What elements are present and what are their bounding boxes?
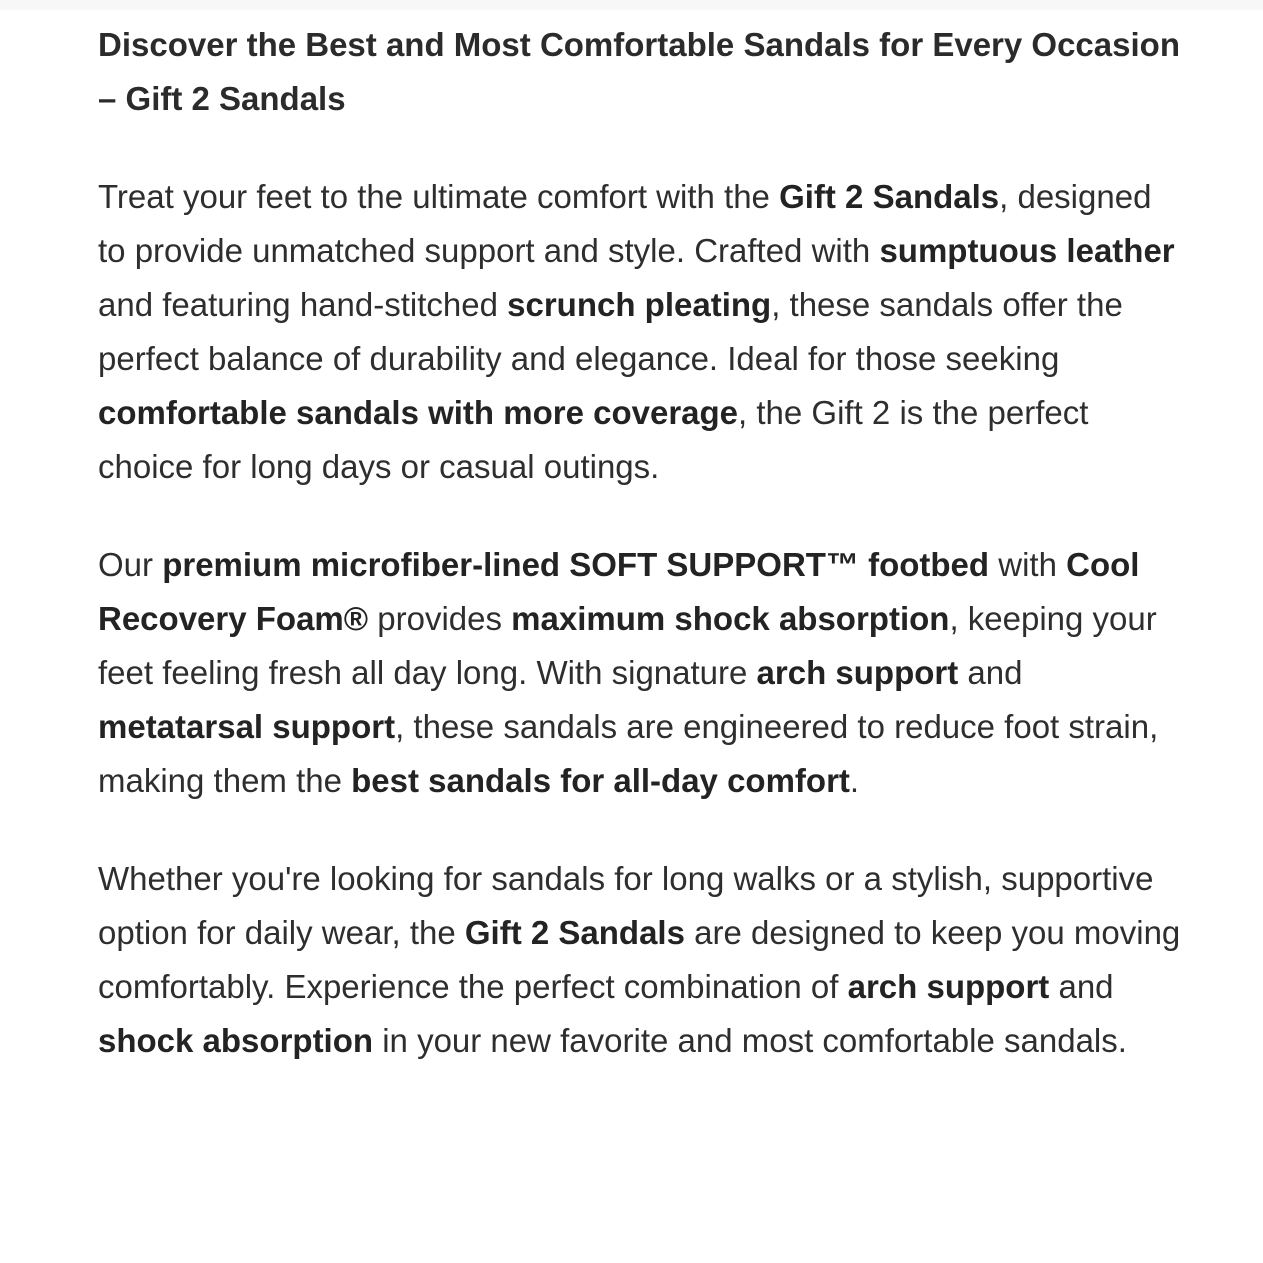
page-title: Discover the Best and Most Comfortable Sandals for Every Occasion – Gift 2 Sandals — [98, 26, 1180, 117]
description-paragraph-3 — [98, 852, 1188, 1068]
bold-text-run: comfortable sandals with more coverage — [98, 394, 739, 431]
text-run: , keeping your feet feeling fresh all day long. With signature — [98, 600, 1157, 691]
bold-text-run: shock absorption — [98, 1022, 374, 1059]
bold-text-run: arch support — [847, 968, 1050, 1005]
text-run: and — [1049, 968, 1114, 1005]
text-run: , the Gift 2 is the perfect choice for long days or casual outings. — [98, 394, 1089, 485]
bold-text-run: Gift 2 Sandals — [464, 914, 685, 951]
text-run: with — [989, 546, 1067, 583]
text-run: in your new favorite and most comfortable sandals. — [373, 1022, 1127, 1059]
bold-text-run: Cool Recovery Foam® — [98, 546, 1140, 637]
bold-text-run: maximum shock absorption — [511, 600, 950, 637]
text-run: are designed to keep you moving comfortably. Experience the perfect combination of — [98, 914, 1181, 1005]
bold-text-run: arch support — [756, 654, 959, 691]
bold-text-run: best sandals for all-day comfort — [351, 762, 850, 799]
product-description — [98, 18, 1188, 1068]
text-run: Whether you're looking for sandals for long walks or a stylish, supportive option for daily wear, the — [98, 860, 1154, 951]
text-run: Treat your feet to the ultimate comfort with the — [98, 178, 780, 215]
bold-text-run: metatarsal support — [98, 708, 396, 745]
text-run: . — [849, 762, 860, 799]
text-run: Our — [98, 546, 163, 583]
text-run: and featuring hand-stitched — [98, 286, 508, 323]
top-edge-divider — [0, 0, 1263, 10]
text-run: , these sandals are engineered to reduce foot strain, making them the — [98, 708, 1159, 799]
text-run: , these sandals offer the perfect balance of durability and elegance. Ideal for those seeking — [98, 286, 1123, 377]
description-paragraph-2 — [98, 538, 1188, 808]
text-run: , designed to provide unmatched support and style. Crafted with — [98, 178, 1152, 269]
bold-text-run: sumptuous leather — [879, 232, 1175, 269]
bold-text-run: scrunch pleating — [507, 286, 772, 323]
description-paragraph-1 — [98, 170, 1188, 494]
text-run: and — [958, 654, 1023, 691]
text-run: provides — [368, 600, 512, 637]
bold-text-run: premium microfiber-lined SOFT SUPPORT™ footbed — [162, 546, 990, 583]
bold-text-run: Gift 2 Sandals — [779, 178, 1000, 215]
